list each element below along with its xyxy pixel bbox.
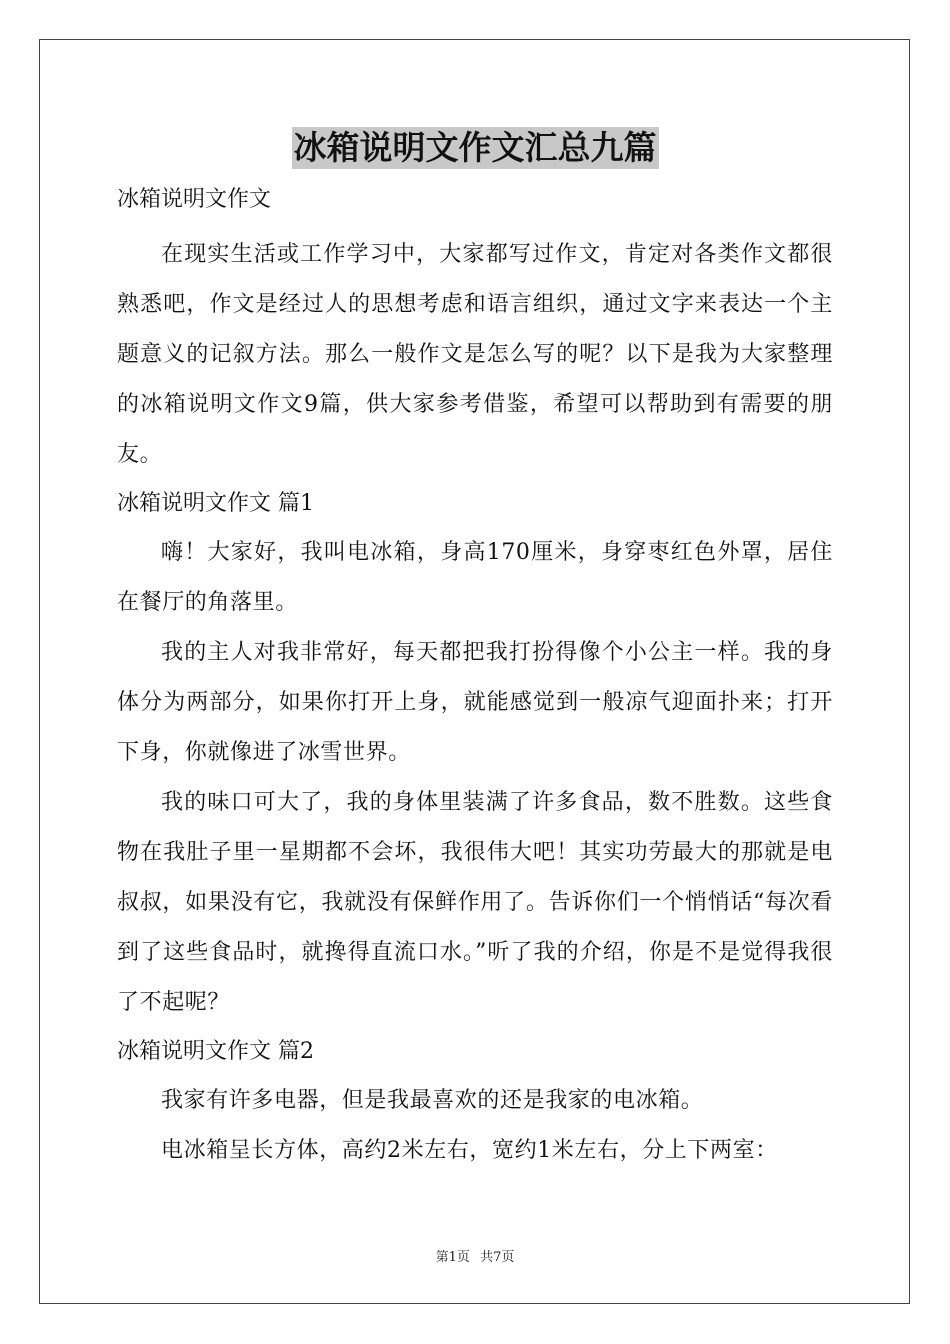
title-container bbox=[0, 127, 950, 169]
paragraph: 我的味口可大了，我的身体里装满了许多食品，数不胜数。这些食物在我肚子里一星期都不会坏，我很伟大吧！其实功劳最大的那就是电叔叔，如果没有它，我就没有保鲜作用了。告诉你们一个悄悄话“每次看到了这些食品时，就搀得直流口水。”听了我的介绍，你是不是觉得我很了不起呢？ bbox=[117, 790, 833, 1015]
section-heading-2: 冰箱说明文作文 篇2 bbox=[117, 1039, 314, 1064]
page-footer bbox=[0, 1246, 950, 1265]
paragraph: 我家有许多电器，但是我最喜欢的还是我家的电冰箱。 bbox=[161, 1088, 704, 1113]
paragraph: 电冰箱呈长方体，高约2米左右，宽约1米左右，分上下两室： bbox=[161, 1138, 778, 1163]
section-heading-intro: 冰箱说明文作文 bbox=[117, 187, 272, 212]
document-title: 冰箱说明文作文汇总九篇 bbox=[293, 128, 657, 167]
page-number: 第1页 bbox=[435, 1250, 470, 1265]
page-total: 共7页 bbox=[480, 1250, 515, 1265]
paragraph: 嗨！大家好，我叫电冰箱，身高170厘米，身穿枣红色外罩，居住在餐厅的角落里。 bbox=[117, 540, 833, 615]
section-heading-1: 冰箱说明文作文 篇1 bbox=[117, 491, 314, 516]
paragraph-intro: 在现实生活或工作学习中，大家都写过作文，肯定对各类作文都很熟悉吧，作文是经过人的思想考虑和语言组织，通过文字来表达一个主题意义的记叙方法。那么一般作文是怎么写的呢？以下是我为大家整理的冰箱说明文作文9篇，供大家参考借鉴，希望可以帮助到有需要的朋友。 bbox=[117, 242, 833, 467]
document-body bbox=[117, 176, 833, 1176]
paragraph: 我的主人对我非常好，每天都把我打扮得像个小公主一样。我的身体分为两部分，如果你打开上身，就能感觉到一般凉气迎面扑来；打开下身，你就像进了冰雪世界。 bbox=[117, 640, 833, 765]
